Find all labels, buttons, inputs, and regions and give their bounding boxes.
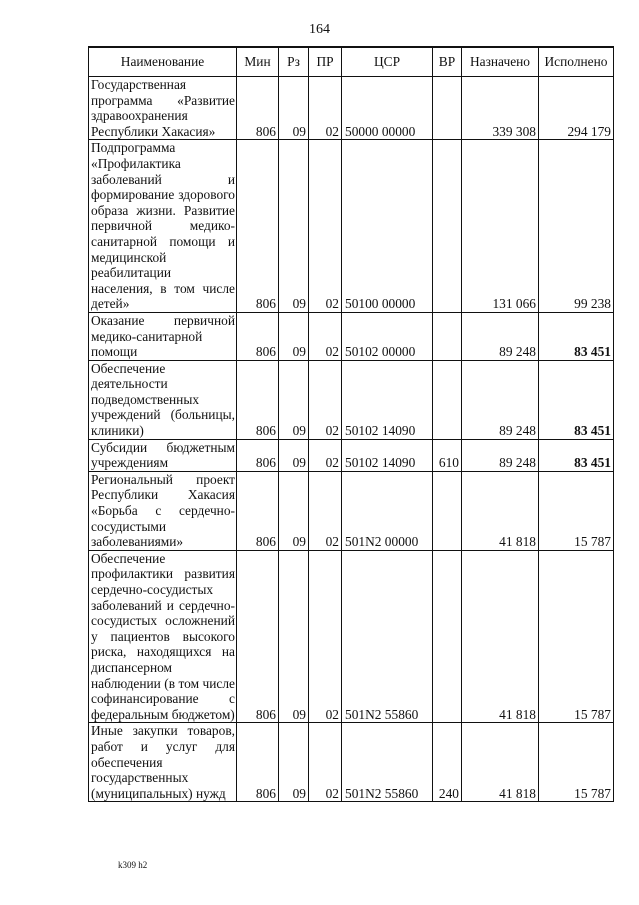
row-min: 806 (237, 312, 279, 360)
row-pr: 02 (309, 312, 342, 360)
row-executed: 15 787 (539, 471, 614, 550)
row-pr: 02 (309, 140, 342, 313)
table-row (89, 360, 614, 439)
table-row (89, 140, 614, 313)
row-csr: 50000 00000 (342, 77, 433, 140)
table-row (89, 312, 614, 360)
row-csr: 501N2 55860 (342, 723, 433, 802)
row-pr: 02 (309, 723, 342, 802)
row-csr: 501N2 55860 (342, 550, 433, 723)
row-name: Государственная программа «Развитие здравоохранения Республики Хакасия» (89, 77, 237, 140)
footer-code: k309 h2 (118, 860, 148, 870)
row-executed: 15 787 (539, 550, 614, 723)
row-csr: 50102 00000 (342, 312, 433, 360)
row-min: 806 (237, 723, 279, 802)
row-rz: 09 (279, 723, 309, 802)
row-min: 806 (237, 550, 279, 723)
row-assigned: 131 066 (462, 140, 539, 313)
row-pr: 02 (309, 77, 342, 140)
page-number: 164 (309, 22, 330, 37)
row-min: 806 (237, 439, 279, 471)
row-vr: 240 (433, 723, 462, 802)
row-vr (433, 77, 462, 140)
row-pr: 02 (309, 471, 342, 550)
row-executed: 83 451 (539, 360, 614, 439)
table-row (89, 77, 614, 140)
row-rz: 09 (279, 471, 309, 550)
table-row (89, 723, 614, 802)
header-name: Наименование (89, 47, 237, 77)
header-vr: ВР (433, 47, 462, 77)
row-vr (433, 471, 462, 550)
row-assigned: 89 248 (462, 312, 539, 360)
row-vr (433, 140, 462, 313)
row-csr: 50102 14090 (342, 360, 433, 439)
row-min: 806 (237, 140, 279, 313)
row-name: Подпрограмма «Профилактика заболеваний и формирование здорового образа жизни. Развитие первичной медико-санитарной помощи и медицинской реабилитации населения, в том числе детей» (89, 140, 237, 313)
table-header-row (89, 47, 614, 77)
row-pr: 02 (309, 550, 342, 723)
row-vr: 610 (433, 439, 462, 471)
row-name: Субсидии бюджетным учреждениям (89, 439, 237, 471)
row-pr: 02 (309, 439, 342, 471)
row-csr: 501N2 00000 (342, 471, 433, 550)
row-assigned: 41 818 (462, 723, 539, 802)
row-assigned: 89 248 (462, 360, 539, 439)
row-executed: 83 451 (539, 439, 614, 471)
row-csr: 50100 00000 (342, 140, 433, 313)
row-vr (433, 550, 462, 723)
row-rz: 09 (279, 312, 309, 360)
row-vr (433, 360, 462, 439)
row-executed: 15 787 (539, 723, 614, 802)
row-executed: 83 451 (539, 312, 614, 360)
row-rz: 09 (279, 550, 309, 723)
row-rz: 09 (279, 439, 309, 471)
row-name: Иные закупки товаров, работ и услуг для обеспечения государственных (муниципальных) нужд (89, 723, 237, 802)
row-min: 806 (237, 77, 279, 140)
row-assigned: 89 248 (462, 439, 539, 471)
row-rz: 09 (279, 360, 309, 439)
row-assigned: 339 308 (462, 77, 539, 140)
row-executed: 294 179 (539, 77, 614, 140)
row-assigned: 41 818 (462, 471, 539, 550)
header-csr: ЦСР (342, 47, 433, 77)
row-name: Оказание первичной медико-санитарной помощи (89, 312, 237, 360)
row-name: Региональный проект Республики Хакасия «Борьба с сердечно-сосудистыми заболеваниями» (89, 471, 237, 550)
table-row (89, 471, 614, 550)
table-row (89, 550, 614, 723)
row-csr: 50102 14090 (342, 439, 433, 471)
row-vr (433, 312, 462, 360)
row-pr: 02 (309, 360, 342, 439)
row-min: 806 (237, 471, 279, 550)
row-rz: 09 (279, 140, 309, 313)
header-min: Мин (237, 47, 279, 77)
row-assigned: 41 818 (462, 550, 539, 723)
row-min: 806 (237, 360, 279, 439)
row-rz: 09 (279, 77, 309, 140)
budget-table (88, 46, 614, 802)
header-assigned: Назначено (462, 47, 539, 77)
row-executed: 99 238 (539, 140, 614, 313)
row-name: Обеспечение деятельности подведомственных учреждений (больницы, клиники) (89, 360, 237, 439)
row-name: Обеспечение профилактики развития сердечно-сосудистых заболеваний и сердечно-сосудистых осложнений у пациентов высокого риска, находящихся на диспансерном наблюдении (в том числе софинансирование с федеральным бюджетом) (89, 550, 237, 723)
header-pr: ПР (309, 47, 342, 77)
header-rz: Рз (279, 47, 309, 77)
table-row (89, 439, 614, 471)
header-executed: Исполнено (539, 47, 614, 77)
